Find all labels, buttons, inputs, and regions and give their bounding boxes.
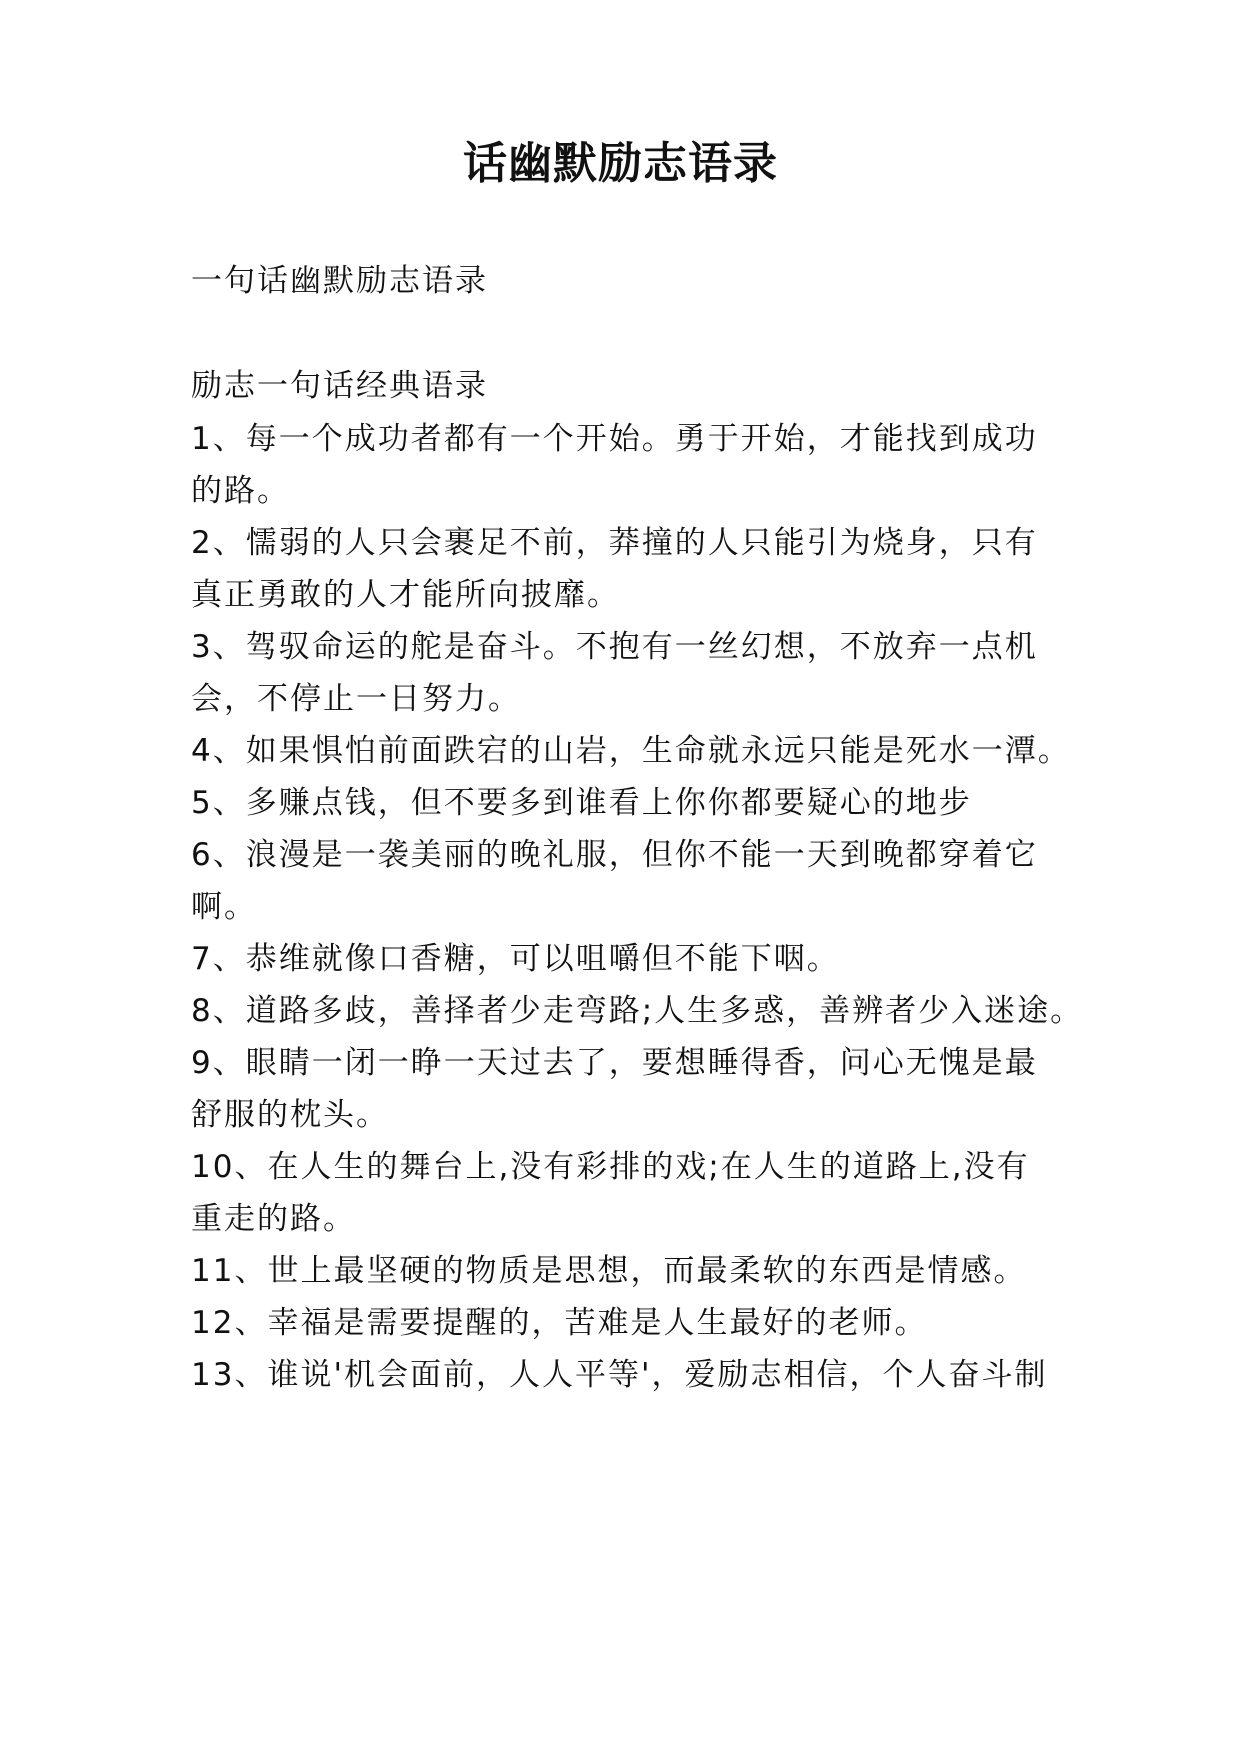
quote-line: 会，不停止一日努力。 — [191, 681, 521, 717]
quote-line: 7、恭维就像口香糖，可以咀嚼但不能下咽。 — [191, 941, 840, 977]
document-title: 话幽默励志语录 — [463, 138, 778, 189]
quote-line: 5、多赚点钱，但不要多到谁看上你你都要疑心的地步 — [191, 785, 972, 821]
quote-line: 13、谁说'机会面前，人人平等'，爱励志相信，个人奋斗制 — [191, 1357, 1048, 1393]
quote-line: 1、每一个成功者都有一个开始。勇于开始，才能找到成功 — [191, 421, 1038, 457]
quote-line: 11、世上最坚硬的物质是思想，而最柔软的东西是情感。 — [191, 1253, 1027, 1289]
quote-line: 真正勇敢的人才能所向披靡。 — [191, 577, 620, 613]
quote-line: 舒服的枕头。 — [191, 1097, 389, 1133]
quote-line: 2、懦弱的人只会裹足不前，莽撞的人只能引为烧身，只有 — [191, 525, 1038, 561]
quote-line: 6、浪漫是一袭美丽的晚礼服，但你不能一天到晚都穿着它 — [191, 837, 1038, 873]
quote-line: 10、在人生的舞台上,没有彩排的戏;在人生的道路上,没有 — [191, 1149, 1030, 1185]
quote-line: 4、如果惧怕前面跌宕的山岩，生命就永远只能是死水一潭。 — [191, 733, 1071, 769]
quote-line: 重走的路。 — [191, 1201, 356, 1237]
quote-line: 9、眼睛一闭一睁一天过去了，要想睡得香，问心无愧是最 — [191, 1045, 1038, 1081]
quote-line: 12、幸福是需要提醒的，苦难是人生最好的老师。 — [191, 1305, 928, 1341]
quote-line: 8、道路多歧，善择者少走弯路;人生多惑，善辨者少入迷途。 — [191, 993, 1084, 1029]
quote-line: 的路。 — [191, 473, 290, 509]
quote-line: 3、驾驭命运的舵是奋斗。不抱有一丝幻想，不放弃一点机 — [191, 629, 1038, 665]
document-subtitle: 一句话幽默励志语录 — [191, 263, 488, 299]
section-heading: 励志一句话经典语录 — [191, 368, 488, 404]
quote-line: 啊。 — [191, 889, 257, 925]
